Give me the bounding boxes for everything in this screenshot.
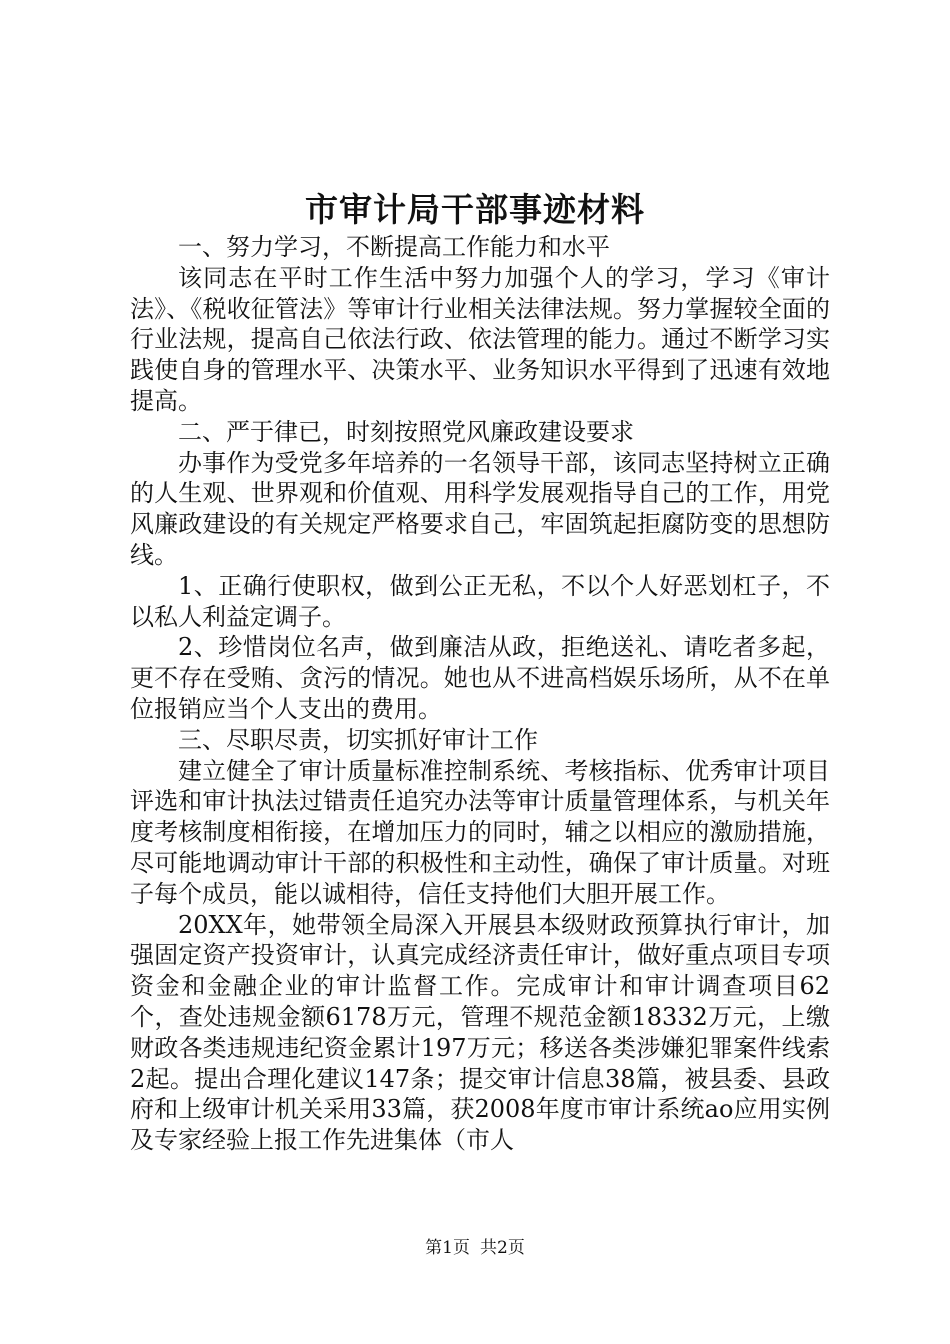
paragraph-item-1: 1、正确行使职权，做到公正无私，不以个人好恶划杠子，不以私人利益定调子。 [130, 571, 830, 631]
section-heading-1: 一、努力学习，不断提高工作能力和水平 [178, 233, 610, 261]
paragraph-discipline: 办事作为受党多年培养的一名领导干部，该同志坚持树立正确的人生观、世界观和价值观、用科学发展观指导自己的工作，用党风廉政建设的有关规定严格要求自己，牢固筑起拒腐防变的思想防线。 [130, 448, 830, 569]
page-number: 第1页 [425, 1238, 470, 1258]
section-heading-2: 二、严于律已，时刻按照党风廉政建设要求 [178, 417, 634, 446]
page-footer [0, 1236, 950, 1260]
paragraph-study: 该同志在平时工作生活中努力加强个人的学习，学习《审计法》、《税收征管法》等审计行业相关法律法规。努力掌握较全面的行业法规，提高自己依法行政、依法管理的能力。通过不断学习实践使自身的管理水平、决策水平、业务知识水平得到了迅速有效地提高。 [130, 263, 830, 415]
section-heading-3: 三、尽职尽责，切实抓好审计工作 [178, 725, 538, 754]
document-title: 市审计局干部事迹材料 [305, 190, 645, 229]
page-total: 共2页 [480, 1238, 525, 1258]
paragraph-audit-quality: 建立健全了审计质量标准控制系统、考核指标、优秀审计项目评选和审计执法过错责任追究办法等审计质量管理体系，与机关年度考核制度相衔接，在增加压力的同时，辅之以相应的激励措施，尽可能地调动审计干部的积极性和主动性，确保了审计质量。对班子每个成员，能以诚相待，信任支持他们大胆开展工作。 [130, 756, 830, 908]
paragraph-item-2: 2、珍惜岗位名声，做到廉洁从政，拒绝送礼、请吃者多起，更不存在受贿、贪污的情况。她也从不进高档娱乐场所，从不在单位报销应当个人支出的费用。 [130, 633, 830, 723]
document-body [130, 232, 830, 1156]
paragraph-audit-results: 20XX年，她带领全局深入开展县本级财政预算执行审计，加强固定资产投资审计，认真完成经济责任审计，做好重点项目专项资金和金融企业的审计监督工作。完成审计和审计调查项目62个，查处违规金额6178万元，管理不规范金额18332万元，上缴财政各类违规违纪资金累计197万元；移送各类涉嫌犯罪案件线索2起。提出合理化建议147条；提交审计信息38篇，被县委、县政府和上级审计机关采用33篇，获2008年度市审计系统ao应用实例及专家经验上报工作先进集体（市人 [130, 910, 830, 1155]
